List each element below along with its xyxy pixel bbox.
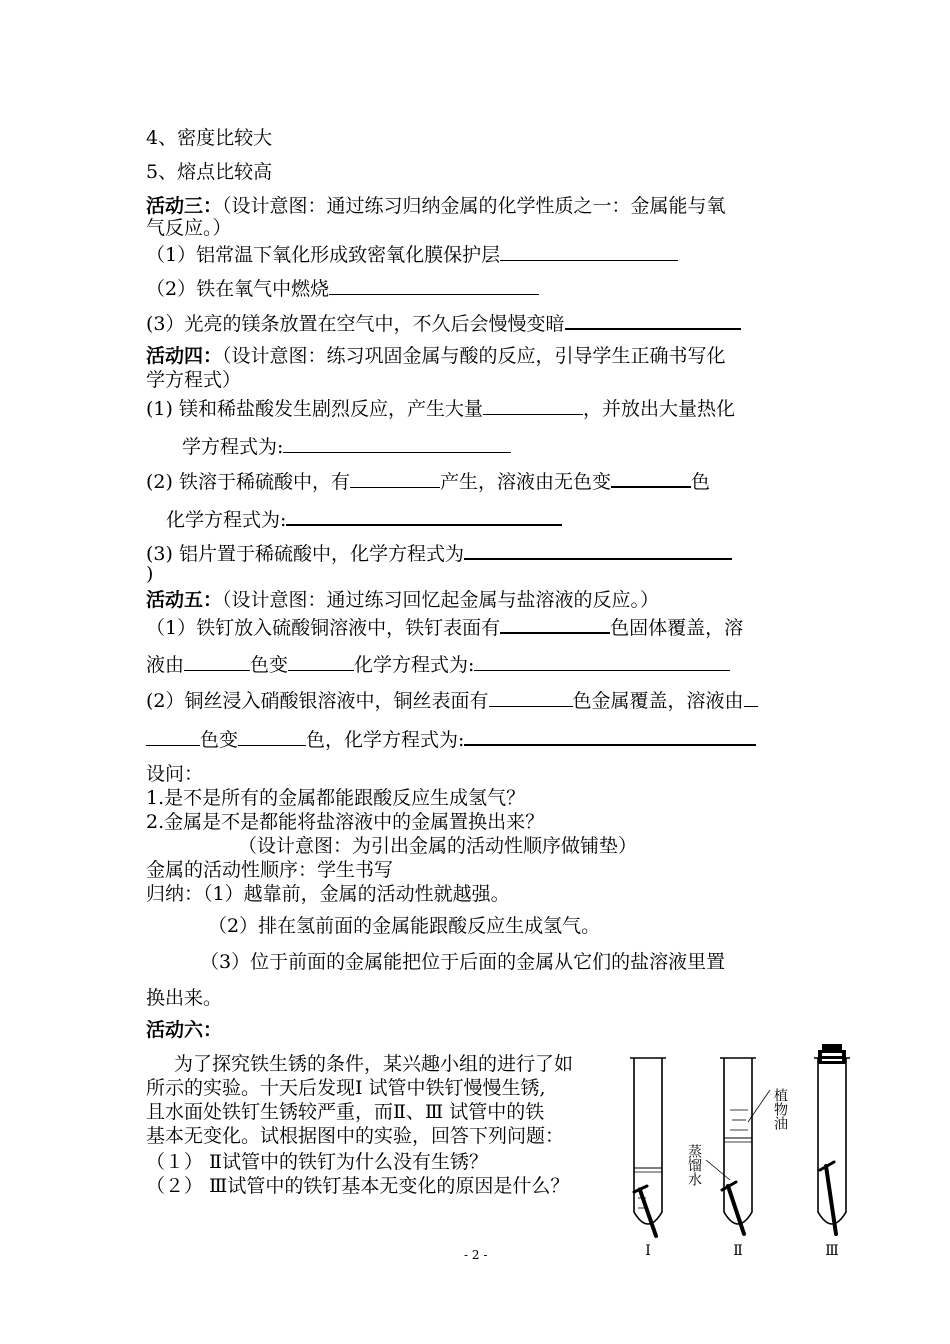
activity-6-paragraph-line: 且水面处铁钉生锈较严重，而Ⅱ、Ⅲ 试管中的铁 — [146, 1101, 545, 1123]
activity-4-intent: （设计意图：练习巩固金属与酸的反应，引导学生正确书写化 — [222, 345, 726, 367]
activity-6-title: 活动六： — [146, 1019, 223, 1041]
answer-blank[interactable] — [288, 652, 354, 671]
activity-5-q2: (2）铜丝浸入硝酸银溶液中，铜丝表面有 色金属覆盖，溶液由 — [146, 688, 758, 713]
answer-blank[interactable] — [464, 540, 732, 560]
answer-blank[interactable] — [464, 726, 756, 746]
summary-1: 归纳：（1）越靠前，金属的活动性就越强。 — [146, 883, 510, 905]
activity-6-q2: （２） Ⅲ试管中的铁钉基本无变化的原因是什么？ — [146, 1175, 570, 1197]
question-heading: 设问： — [146, 763, 204, 785]
test-tube-figure — [620, 1040, 860, 1270]
answer-blank[interactable] — [329, 276, 539, 295]
activity-4-heading — [146, 344, 726, 368]
activity-5-q1-cont: 液由 色变 化学方程式为: — [146, 652, 730, 677]
activity-6-paragraph-line: 所示的实验。十天后发现Ⅰ 试管中铁钉慢慢生锈, — [146, 1077, 546, 1099]
page-number: - 2 - — [464, 1248, 488, 1262]
activity-4-q1: (1) 镁和稀盐酸发生剧烈反应，产生大量 ，并放出大量热化 — [146, 398, 735, 420]
nail-icon — [634, 1162, 836, 1236]
activity-4-q2-equation: 化学方程式为: — [166, 506, 562, 532]
list-item-melting-point: 5、熔点比较高 — [146, 161, 273, 183]
activity-4-title: 活动四： — [146, 345, 223, 367]
activity-5-title: 活动五： — [146, 589, 223, 611]
test-tube-1 — [634, 1058, 662, 1224]
answer-blank[interactable] — [474, 652, 730, 671]
summary-4: 换出来。 — [146, 987, 223, 1009]
answer-blank[interactable] — [565, 310, 741, 330]
activity-3-heading — [146, 194, 726, 218]
answer-blank[interactable] — [744, 688, 758, 707]
stopper-icon — [818, 1050, 846, 1064]
tube-label-2: Ⅱ — [733, 1243, 743, 1259]
answer-blank[interactable] — [489, 688, 573, 707]
activity-3-title: 活动三： — [146, 195, 223, 217]
answer-blank[interactable] — [286, 506, 562, 526]
activity-3-intent-cont: 气反应。） — [146, 217, 232, 239]
activity-5-q2-cont: 色变 色，化学方程式为: — [146, 726, 756, 752]
answer-blank[interactable] — [238, 727, 306, 746]
answer-blank[interactable] — [350, 469, 440, 488]
answer-blank[interactable] — [483, 396, 583, 415]
activity-4-intent-cont: 学方程式） — [146, 369, 242, 391]
tube-label-3: Ⅲ — [825, 1243, 839, 1259]
activity-3-q1: （1）铝常温下氧化形成致密氧化膜保护层 — [146, 242, 678, 267]
label-oil: 植物油 — [772, 1088, 788, 1130]
activity-3-q3: (3）光亮的镁条放置在空气中，不久后会慢慢变暗 — [146, 310, 741, 336]
activity-5-q1: （1）铁钉放入硫酸铜溶液中，铁钉表面有 色固体覆盖，溶 — [146, 614, 743, 640]
activity-4-q1-equation: 学方程式为: — [182, 434, 511, 459]
activity-4-q2: (2) 铁溶于稀硫酸中，有 产生，溶液由无色变 色 — [146, 468, 710, 494]
activity-5-intent: （设计意图：通过练习回忆起金属与盐溶液的反应。） — [222, 589, 660, 611]
list-item-density: 4、密度比较大 — [146, 127, 273, 149]
test-tube-2 — [724, 1058, 752, 1224]
label-water: 蒸馏水 — [686, 1144, 702, 1186]
activity-order: 金属的活动性顺序：学生书写 — [146, 859, 394, 881]
answer-blank[interactable] — [283, 434, 511, 453]
question-1: 1.是不是所有的金属都能跟酸反应生成氢气？ — [146, 787, 526, 809]
tube-label-1: Ⅰ — [645, 1243, 651, 1259]
answer-blank[interactable] — [146, 727, 200, 746]
activity-6-paragraph-line: 基本无变化。试根据图中的实验，回答下列问题： — [146, 1125, 565, 1147]
activity-6-paragraph-line: 为了探究铁生锈的条件，某兴趣小组的进行了如 — [174, 1053, 574, 1075]
activity-3-intent: （设计意图：通过练习归纳金属的化学性质之一：金属能与氧 — [222, 195, 726, 217]
activity-4-q3: (3) 铝片置于稀硫酸中，化学方程式为 — [146, 540, 732, 566]
answer-blank[interactable] — [500, 614, 610, 634]
summary-3: （3）位于前面的金属能把位于后面的金属从它们的盐溶液里置 — [200, 951, 726, 973]
question-intent: （设计意图：为引出金属的活动性顺序做铺垫） — [238, 835, 638, 857]
question-2: 2.金属是不是都能将盐溶液中的金属置换出来？ — [146, 811, 545, 833]
answer-blank[interactable] — [500, 242, 678, 261]
summary-2: （2）排在氢前面的金属能跟酸反应生成氢气。 — [208, 915, 601, 937]
activity-5-heading — [146, 588, 659, 612]
activity-3-q2: （2）铁在氧气中燃烧 — [146, 276, 539, 301]
answer-blank[interactable] — [611, 468, 691, 488]
activity-6-q1: （１） Ⅱ试管中的铁钉为什么没有生锈？ — [146, 1151, 488, 1173]
answer-blank[interactable] — [184, 652, 250, 671]
activity-4-q3-close: ) — [146, 563, 154, 585]
